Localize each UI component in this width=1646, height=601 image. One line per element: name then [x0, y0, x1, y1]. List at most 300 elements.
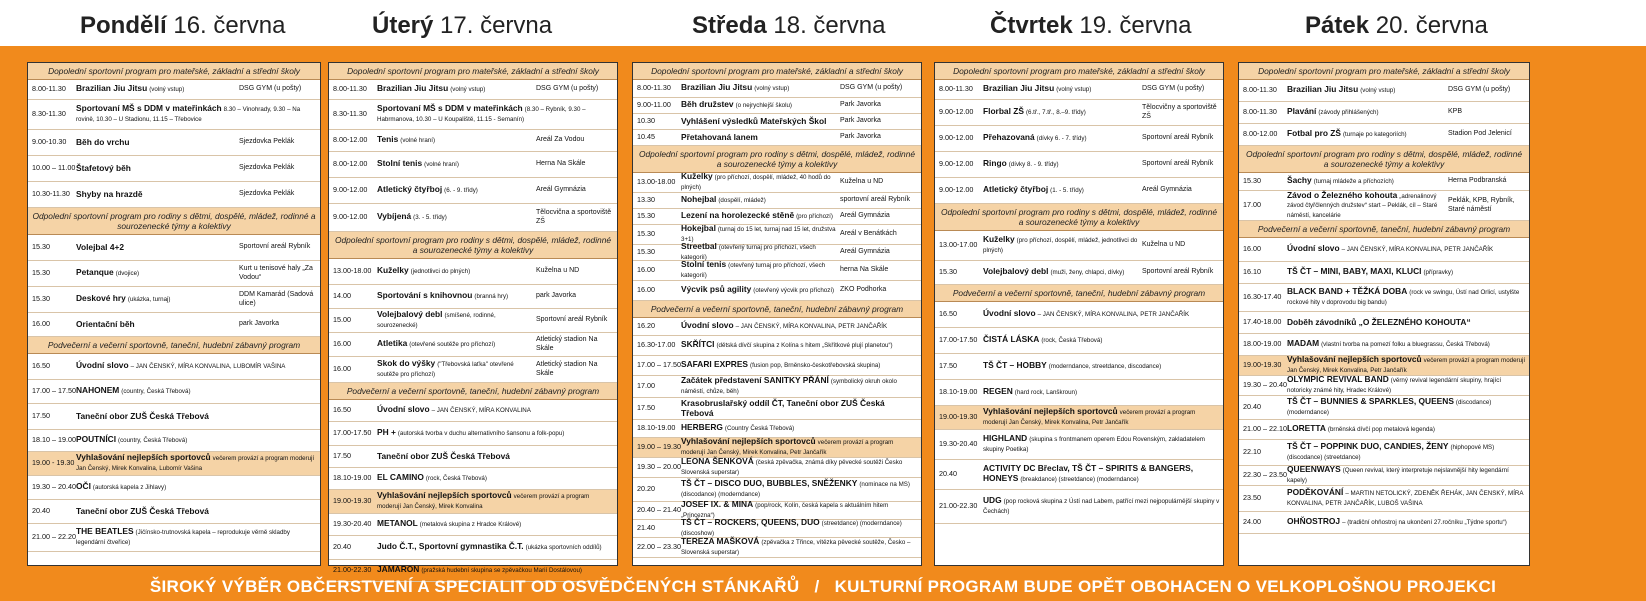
event-time: 9.00-12.00 [939, 159, 974, 169]
event-name: Nohejbal [681, 194, 717, 205]
event-time: 8.00-11.30 [939, 84, 973, 94]
event-time: 22.00 – 23.30 [637, 542, 681, 552]
event-cell [1287, 488, 1529, 508]
event-time: 16.20 [637, 321, 655, 331]
event-cell [983, 434, 1223, 454]
day-title-monday: Pondělí 16. června [80, 12, 286, 39]
event-cell [983, 107, 1142, 118]
event-time: 8.00-12.00 [333, 159, 368, 169]
event-name: ACTIVITY DC Břeclav, TŠ ČT – SPIRITS & BANGERS, HONEYS [983, 463, 1194, 483]
event-time: 20.40 [333, 542, 351, 552]
event-name: POUTNÍCI [76, 434, 117, 445]
event-place: ZKO Podhorka [840, 286, 887, 294]
schedule-row [633, 458, 921, 478]
schedule-row [633, 336, 921, 356]
event-name: EL CAMINO [377, 472, 424, 483]
schedule-row [1239, 80, 1529, 102]
event-place: Tělocvičny a sportoviště ZŠ [1142, 103, 1217, 120]
schedule-row [935, 490, 1223, 524]
section-header: Dopolední sportovní program pro mateřské, základní a střední školy [935, 63, 1223, 80]
event-cell [76, 268, 239, 279]
event-note: (turnaj do 15 let, turnaj nad 15 let, družstva 3+1) [681, 226, 836, 243]
event-note: (discodance) (moderndance) [1287, 399, 1492, 416]
event-place: DDM Kamarád (Sadová ulice) [239, 290, 314, 307]
event-name: LORETTA [1287, 423, 1326, 434]
schedule-row [1239, 191, 1529, 221]
event-time: 21.00 – 22.10 [1243, 424, 1287, 434]
event-note: večerem provází a program moderují Jan Čenský, Mirek Konvalina [377, 493, 590, 510]
section-header: Dopolední sportovní program pro mateřské, základní a střední školy [28, 63, 320, 80]
schedule-column-tuesday [328, 62, 618, 575]
event-note: (Queen revival, který interpretuje nejslavnější hity legendární kapely) [1287, 467, 1509, 484]
event-cell [1287, 191, 1448, 221]
event-note: (závody přihlášených) [1318, 109, 1379, 117]
schedule-row [633, 538, 921, 558]
event-place: DSG GYM (u pošty) [1142, 85, 1205, 93]
event-note: (8.30 – Rybník, 9.30 – Habrmanova, 10.30 – U Koupaliště, 11.15 - Semanín) [377, 106, 586, 123]
schedule-row [329, 400, 617, 422]
event-name: Atletický čtyřboj [983, 184, 1049, 195]
schedule-row [329, 357, 617, 383]
event-place: Herna Podbranská [1448, 177, 1507, 185]
event-note: (zpěvačka z Třince, vítězka pěvecké soutěže, Česko – Slovenská superstar) [681, 539, 911, 556]
event-cell [377, 428, 617, 439]
schedule-row [935, 430, 1223, 460]
day-title-thursday: Čtvrtek 19. června [990, 12, 1192, 39]
event-note: večerem provází a program moderují Jan Čenský, Mirek Konvalina, Petr Jančařík [681, 439, 894, 456]
event-note: (volný vstup) [1056, 86, 1092, 94]
event-note: (dívky 6. - 7. třídy) [1036, 135, 1087, 143]
event-name: PH + [377, 427, 396, 438]
event-name: Šachy [1287, 175, 1312, 186]
schedule-row [1239, 466, 1529, 486]
event-cell [1287, 176, 1448, 187]
event-time: 16.50 [32, 361, 50, 371]
event-name: TŠ ČT – ROCKERS, QUEENS, DUO [681, 517, 820, 528]
event-cell [377, 185, 536, 196]
event-note: (smíšené, rodinné, sourozenecké) [377, 312, 496, 329]
event-name: Vyhlašování nejlepších sportovců [76, 452, 211, 463]
event-name: Brazilian Jiu Jitsu [377, 83, 449, 94]
event-cell [377, 359, 536, 379]
event-time: 19.00-19.30 [1243, 360, 1282, 370]
schedule-row [28, 430, 320, 452]
event-time: 15.30 [32, 294, 50, 304]
event-note: (brněnská dívčí pop metalová legenda) [1327, 426, 1435, 434]
event-place: DSG GYM (u pošty) [536, 85, 599, 93]
schedule-row [633, 318, 921, 336]
schedule-row [633, 376, 921, 398]
event-cell [681, 285, 840, 296]
schedule-row [633, 356, 921, 376]
event-cell [377, 212, 536, 223]
schedule-row [633, 193, 921, 209]
section-header: Odpolední sportovní program pro rodiny s dětmi, dospělé, mládež, rodinné a sourozenecké týmy a kolektivy [633, 146, 921, 173]
event-cell [983, 361, 1223, 372]
event-cell [76, 453, 320, 473]
event-cell [983, 133, 1142, 144]
event-time: 24.00 [1243, 517, 1261, 527]
schedule-row [28, 354, 320, 380]
section-header: Dopolední sportovní program pro mateřské, základní a střední školy [329, 63, 617, 80]
schedule-row [28, 182, 320, 208]
event-cell [983, 185, 1142, 196]
event-note: (6. - 9. třídy) [444, 187, 478, 195]
event-cell [983, 235, 1142, 255]
day-title-friday: Pátek 20. června [1305, 12, 1488, 39]
event-time: 9.00-12.00 [939, 107, 974, 117]
event-note: (dívky 8. - 9. třídy) [1008, 161, 1059, 169]
event-time: 8.00-11.30 [637, 83, 671, 93]
schedule-row [1239, 124, 1529, 146]
event-time: 17.00 [1243, 200, 1261, 210]
event-name: TŠ ČT – BUNNIES & SPARKLES, QUEENS [1287, 396, 1454, 407]
section-header: Dopolední sportovní program pro mateřské, základní a střední školy [633, 63, 921, 80]
footer-left-text: ŠIROKÝ VÝBĚR OBČERSTVENÍ A SPECIALIT OD OSVĚDČENÝCH STÁNKAŘŮ [149, 577, 800, 596]
event-name: Kuželky [377, 265, 409, 276]
event-time: 9.00-12.00 [333, 212, 368, 222]
schedule-row [329, 468, 617, 490]
schedule-row [28, 130, 320, 156]
event-note: (metalová skupina z Hradce Králové) [419, 521, 522, 529]
event-place: Areál v Benátkách [840, 230, 897, 238]
event-cell [681, 457, 921, 477]
schedule-row [1239, 334, 1529, 356]
event-place: Kuželna u ND [536, 267, 580, 275]
event-note: (dospělí, mládež) [718, 197, 766, 205]
event-note: (otevřený výcvik pro příchozí) [753, 287, 835, 295]
schedule-row [1239, 396, 1529, 420]
event-name: Vybíjená [377, 211, 412, 222]
event-note: (volný vstup) [149, 86, 185, 94]
event-cell [377, 339, 536, 350]
event-note: (streetdance) (moderndance) (discoshow) [681, 520, 902, 537]
event-note: (volný vstup) [1360, 87, 1396, 95]
event-cell [681, 340, 921, 351]
event-time: 9.00-11.00 [637, 100, 671, 110]
event-place: Areál Gymnázia [840, 212, 890, 220]
event-note: (6.tř., 7.tř., 8.–9. třídy) [1025, 109, 1086, 117]
event-name: HIGHLAND [983, 433, 1028, 444]
schedule-row [935, 328, 1223, 354]
event-name: ČISTÁ LÁSKA [983, 334, 1040, 345]
event-time: 20.20 [637, 484, 655, 494]
event-note: – (tradiční ohňostroj na ukončení 27.ročníku „Týdne sportu“) [1342, 519, 1507, 527]
schedule-column-thursday [934, 62, 1224, 566]
schedule-row [633, 281, 921, 301]
event-time: 9.00-12.00 [939, 133, 974, 143]
event-name: Brazilian Jiu Jitsu [1287, 84, 1359, 95]
event-name: Sportovaní MŠ s DDM v mateřinkách [76, 103, 222, 114]
event-time: 18.10 – 19.00 [32, 435, 76, 445]
event-name: Sportovaní MŠ s DDM v mateřinkách [377, 103, 523, 114]
event-time: 21.00-22.30 [333, 565, 372, 575]
event-time: 13.00-18.00 [333, 266, 372, 276]
schedule-row [633, 420, 921, 438]
event-time: 15.30 [32, 242, 50, 252]
event-note: (moderndance, streetdance, discodance) [1048, 363, 1162, 371]
event-place: KPB [1448, 108, 1463, 116]
event-cell [983, 335, 1223, 346]
event-time: 10.00 – 11.00 [32, 163, 76, 173]
event-name: Úvodní slovo [377, 404, 430, 415]
day-title-tuesday: Úterý 17. června [372, 12, 553, 39]
event-note: (hard rock, Lanškroun) [1014, 389, 1078, 397]
section-header: Podvečerní a večerní sportovně, taneční, hudební zábavný program [28, 337, 320, 354]
schedule-row [935, 231, 1223, 261]
event-note: (country, Česká Třebová) [118, 437, 188, 445]
event-cell [76, 361, 320, 372]
event-time: 9.00-10.30 [32, 137, 67, 147]
event-cell [681, 117, 840, 127]
event-name: Lezení na horolezecké stěně [681, 210, 795, 221]
schedule-column-wednesday [632, 62, 922, 566]
event-name: Začátek představení SANITKY PŘÁNÍ [681, 375, 829, 386]
event-name: Přehazovaná [983, 132, 1035, 143]
schedule-column-monday [27, 62, 321, 566]
event-cell [681, 133, 840, 143]
event-note: – JAN ČENSKÝ, MÍRA KONVALINA, PETR JANČAŘÍK [1037, 311, 1190, 319]
event-name: Běh do vrchu [76, 136, 130, 147]
event-name: Brazilian Jiu Jitsu [681, 82, 753, 93]
section-header: Odpolední sportovní program pro rodiny s dětmi, dospělé, mládež, rodinné a sourozenecké týmy a kolektivy [935, 204, 1223, 231]
event-cell [1287, 442, 1529, 462]
event-note: (otevřený turnaj pro příchozí, všech kategorií) [681, 262, 826, 279]
event-cell [76, 482, 320, 493]
event-time: 10.30 [637, 116, 655, 126]
event-name: Plavání [1287, 106, 1317, 117]
event-note: (3. - 5. třídy) [413, 214, 447, 222]
event-time: 17.50 [939, 361, 957, 371]
section-header: Dopolední sportovní program pro mateřské, základní a střední školy [1239, 63, 1529, 80]
schedule-row [633, 438, 921, 458]
event-time: 18.10-19.00 [637, 423, 676, 433]
event-place: Areál Gymnázia [840, 248, 890, 256]
event-time: 16.00 [637, 285, 655, 295]
event-name: Volejbal 4+2 [76, 241, 125, 252]
event-note: (ukázka sportovních oddílů) [525, 544, 602, 552]
event-name: Závod o Železného kohouta [1287, 189, 1398, 200]
event-time: 8.30-11.30 [333, 109, 367, 119]
event-note: večerem provází a program moderují Jan Čenský, Mirek Konvalina, Lubomír Vašina [76, 455, 315, 472]
event-time: 13.00-17.00 [939, 240, 978, 250]
event-cell [1287, 517, 1529, 528]
event-cell [1287, 339, 1529, 350]
event-name: Orientační běh [76, 318, 135, 329]
event-note: (vlastní tvorba na pomezí folku a bluegrassu, Česká Třebová) [1321, 341, 1490, 349]
event-cell [681, 479, 921, 499]
event-cell [377, 519, 617, 530]
event-time: 8.30-11.30 [32, 109, 66, 119]
event-time: 20.40 [1243, 402, 1261, 412]
event-name: Atletický čtyřboj [377, 184, 443, 195]
footer-separator: / [814, 577, 820, 596]
schedule-row [935, 380, 1223, 406]
event-note: – JAN ČENSKÝ, MÍRA KONVALINA [431, 407, 531, 415]
schedule-row [329, 80, 617, 100]
schedule-row [28, 156, 320, 182]
event-cell [76, 527, 320, 547]
event-time: 16.00 [1243, 244, 1261, 254]
event-time: 15.30 [939, 267, 957, 277]
event-cell [681, 321, 921, 332]
event-cell [983, 84, 1142, 95]
schedule-row [1239, 420, 1529, 440]
event-name: Běh družstev [681, 99, 734, 110]
event-time: 15.30 [637, 229, 655, 239]
schedule-row [329, 446, 617, 468]
event-time: 9.00-12.00 [333, 185, 368, 195]
event-name: TŠ ČT – MINI, BABY, MAXI, KLUCI [1287, 266, 1422, 277]
event-note: (volné hraní) [400, 137, 436, 145]
event-note: (volný vstup) [754, 85, 790, 93]
event-time: 19.30 – 20.40 [1243, 380, 1287, 390]
event-time: 19.30 – 20.00 [637, 462, 681, 472]
event-time: 16.00 [333, 364, 351, 374]
event-note: (autorská tvorba v duchu alternativního šansonu a folk-popu) [397, 430, 565, 438]
schedule-row [633, 130, 921, 146]
schedule-row [1239, 376, 1529, 396]
event-name: SKŘÍTCI [681, 339, 715, 350]
event-cell [681, 195, 840, 206]
event-name: Taneční obor ZUŠ Česká Třebová [377, 450, 510, 461]
event-note: – JAN ČENSKÝ, MÍRA KONVALINA, PETR JANČAŘÍK [735, 323, 888, 331]
schedule-row [329, 490, 617, 514]
event-cell [76, 104, 320, 124]
event-cell [377, 104, 617, 124]
schedule-row [935, 261, 1223, 285]
event-name: OHŇOSTROJ [1287, 516, 1341, 527]
event-note: (hiphopové MS) (discodance) (streetdance) [1287, 444, 1495, 461]
event-time: 9.00-12.00 [939, 185, 974, 195]
schedule-row [1239, 486, 1529, 512]
event-name: Výcvik psů agility [681, 284, 752, 295]
event-note: (pro příchozí, dospělí, mládež, jednotlivci do plných) [983, 237, 1138, 254]
schedule-row [28, 235, 320, 261]
event-name: Skok do výšky [377, 358, 436, 369]
event-cell [377, 405, 617, 416]
section-header: Podvečerní a večerní sportovně, taneční, hudební zábavný program [935, 285, 1223, 302]
event-cell [76, 243, 239, 253]
event-cell [76, 412, 320, 422]
schedule-row [28, 313, 320, 337]
schedule-row [28, 100, 320, 130]
section-header: Podvečerní a večerní sportovně, taneční, hudební zábavný program [329, 383, 617, 400]
event-time: 16.50 [333, 405, 351, 415]
event-note: (Country Česká Třebová) [724, 425, 795, 433]
event-name: SAFARI EXPRES [681, 359, 749, 370]
schedule-row [633, 80, 921, 98]
event-note: (volné hraní) [424, 161, 459, 169]
event-note: (breakdance) (streetdance) (moderndance) [1020, 476, 1139, 483]
schedule-row [633, 173, 921, 193]
event-time: 10.30-11.30 [32, 189, 70, 199]
event-name: Úvodní slovo [76, 360, 129, 371]
event-cell [1287, 244, 1529, 255]
event-name: Atletika [377, 338, 408, 349]
event-cell [377, 84, 536, 95]
event-time: 17.40-18.00 [1243, 317, 1282, 327]
schedule-row [28, 80, 320, 100]
event-place: Park Javorka [840, 133, 881, 141]
event-time: 19.00 - 19.30 [32, 458, 75, 468]
schedule-row [1239, 440, 1529, 466]
event-cell [1287, 129, 1448, 140]
event-cell [983, 267, 1142, 278]
schedule-row [935, 178, 1223, 204]
event-time: 8.00-11.30 [1243, 85, 1277, 95]
schedule-row [1239, 312, 1529, 334]
event-note: – JAN ČENSKÝ, MÍRA KONVALINA, LUBOMÍR VAŠINA [130, 363, 286, 371]
schedule-row [28, 287, 320, 313]
event-time: 22.10 [1243, 447, 1261, 457]
schedule-row [329, 259, 617, 285]
schedule-row [329, 422, 617, 446]
event-cell [76, 294, 239, 305]
schedule-row [1239, 102, 1529, 124]
schedule-row [329, 536, 617, 560]
event-name: Tenis [377, 134, 399, 145]
event-name: Štafetový běh [76, 162, 131, 173]
schedule-row [935, 302, 1223, 328]
event-name: Fotbal pro ZŠ [1287, 128, 1341, 139]
event-cell [1287, 375, 1529, 395]
event-time: 23.50 [1243, 493, 1261, 503]
event-time: 19.30-20.40 [333, 519, 372, 529]
event-time: 14.00 [333, 291, 351, 301]
event-name: Úvodní slovo [681, 320, 734, 331]
event-time: 18.10-19.00 [939, 387, 978, 397]
event-place: park Javorka [536, 292, 577, 300]
event-place: Stadion Pod Jelenicí [1448, 130, 1512, 138]
schedule-row [28, 404, 320, 430]
event-place: Sportovní areál Rybník [536, 316, 608, 324]
event-time: 19.30 – 20.40 [32, 482, 76, 492]
event-cell [76, 190, 239, 200]
schedule-row [633, 517, 921, 538]
section-header: Odpolední sportovní program pro rodiny s dětmi, dospělé, mládež, rodinné a sourozenecké týmy a kolektivy [28, 208, 320, 235]
event-cell [983, 159, 1142, 170]
event-time: 17.00-17.50 [939, 335, 978, 345]
event-cell [76, 507, 320, 517]
event-name: Přetahovaná lanem [681, 131, 758, 142]
event-time: 17.00 [637, 381, 655, 391]
event-note: ("Třebovská laťka" otevřené soutěže pro příchozí) [377, 361, 514, 378]
event-cell [681, 537, 921, 557]
event-name: JAMARON [377, 564, 420, 575]
schedule-row [935, 152, 1223, 178]
schedule-row [935, 80, 1223, 100]
event-name: NAHONEM [76, 385, 120, 396]
event-cell [681, 260, 840, 280]
schedule-row [329, 152, 617, 178]
event-note: večerem provází a program moderují Jan Čenský, Mirek Konvalina, Petr Jančařík [983, 409, 1196, 426]
event-note: (1. - 5. třídy) [1050, 187, 1084, 195]
event-name: TŠ ČT – POPPINK DUO, CANDIES, ŽENY [1287, 441, 1449, 452]
event-cell [76, 138, 239, 148]
event-time: 16.50 [939, 309, 957, 319]
event-name: Volejbalový debl [983, 266, 1049, 277]
event-cell [681, 376, 921, 396]
event-name: OLYMPIC REVIVAL BAND [1287, 374, 1389, 385]
schedule-row [935, 100, 1223, 126]
event-note: (otevřený turnaj pro příchozí, všech kategorií) [681, 244, 816, 261]
event-time: 18.10-19.00 [333, 473, 372, 483]
event-cell [1287, 85, 1448, 96]
event-cell [1287, 287, 1529, 307]
event-note: (turnaj mládeže a příchozích) [1313, 178, 1394, 186]
event-name: Florbal ZŠ [983, 106, 1024, 117]
